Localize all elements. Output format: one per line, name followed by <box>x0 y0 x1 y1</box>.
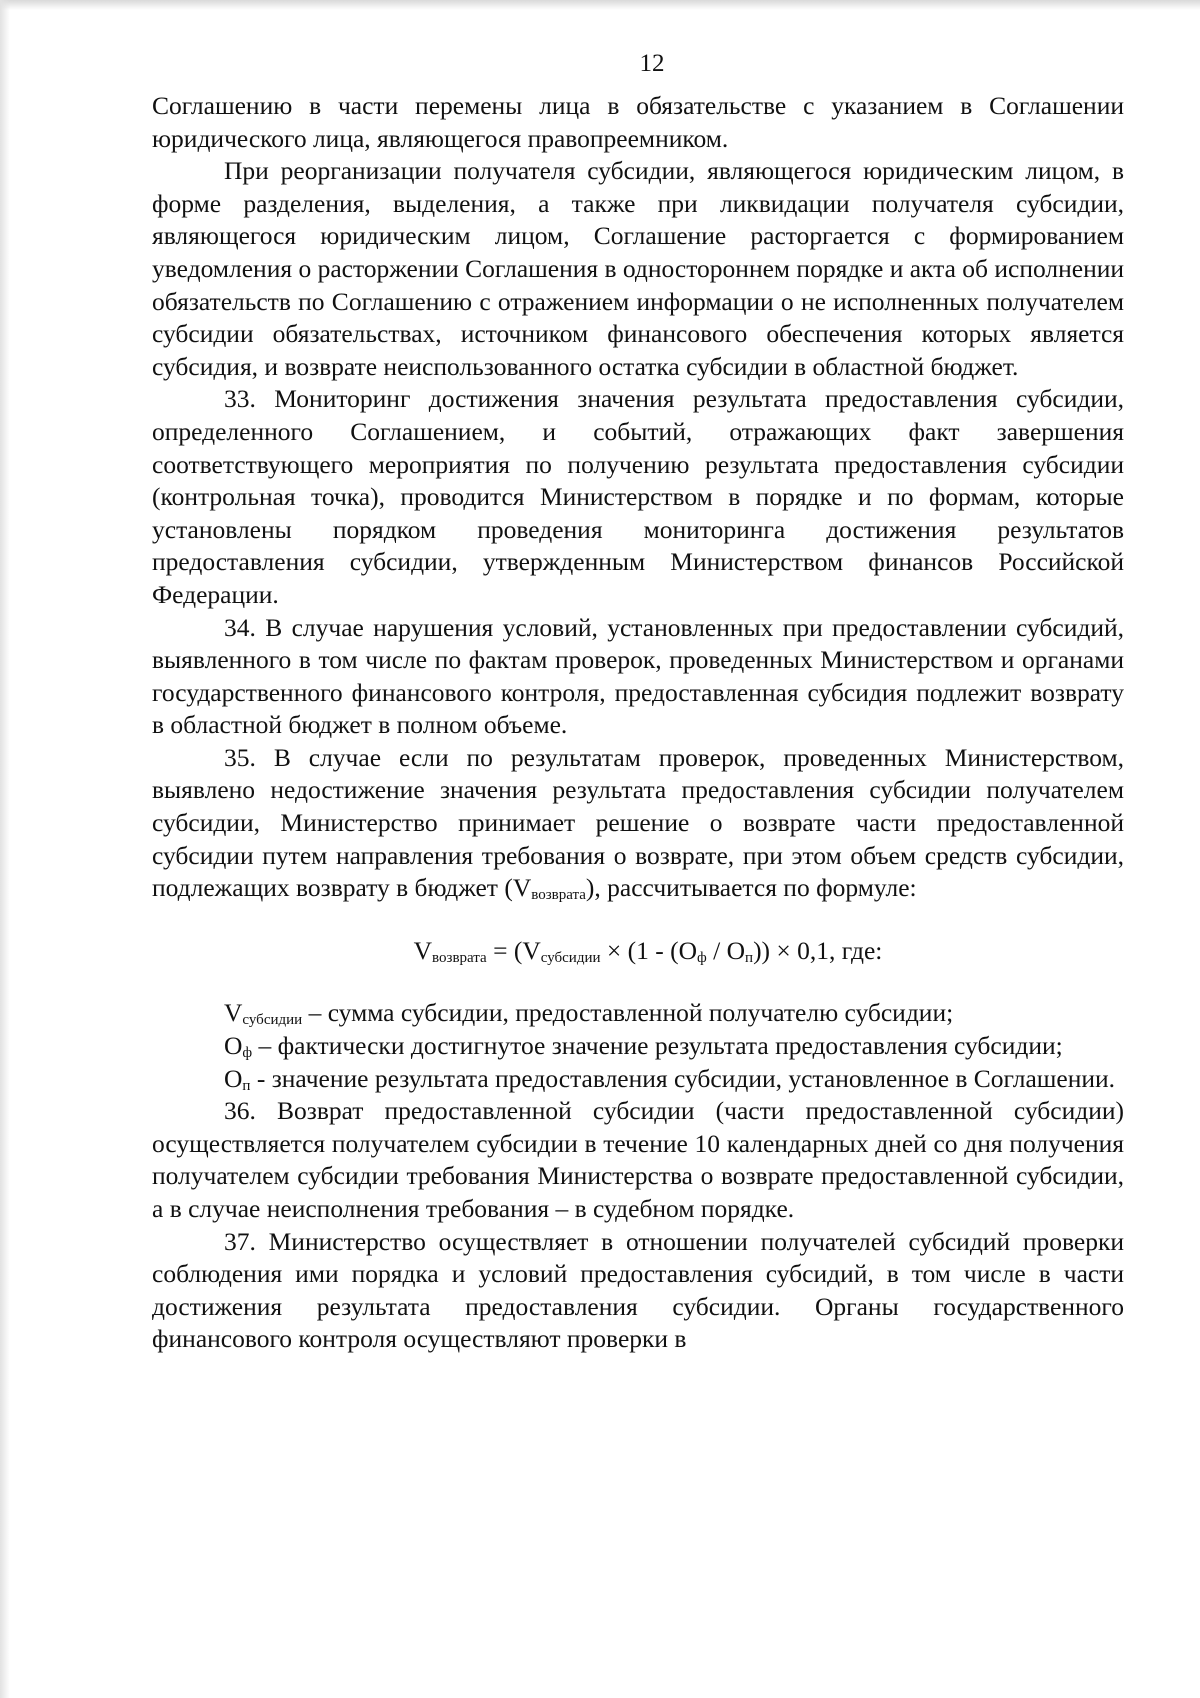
paragraph-35-text-after: ), рассчитывается по формуле: <box>585 873 917 903</box>
definition-text: - значение результата предоставления субсидии, установленное в Соглашении. <box>250 1063 1116 1093</box>
definition-subscript: ф <box>242 1045 253 1062</box>
formula-part5: )) × 0,1, где: <box>753 935 883 965</box>
paragraph-34: 34. В случае нарушения условий, установленных при предоставлении субсидий, выявленного в том числе по фактам проверок, проведенных Министерством и органами государственного финансового контроля, предоставленная субсидия подлежит возврату в областной бюджет в полном объеме. <box>152 612 1124 740</box>
scan-edge-left <box>0 0 10 1698</box>
definition-text: – сумма субсидии, предоставленной получателю субсидии; <box>302 998 954 1028</box>
formula-sub-p: п <box>745 949 754 966</box>
paragraph-35-subscript: возврата <box>531 887 586 904</box>
formula-sub-vozvrata: возврата <box>432 949 487 966</box>
paragraphs-top <box>152 90 1124 742</box>
definition-subscript: субсидии <box>242 1012 303 1029</box>
formula-part4: / О <box>706 935 746 965</box>
formula-part2: = (V <box>486 935 541 965</box>
definition-of <box>152 1030 1124 1063</box>
paragraph-37: 37. Министерство осуществляет в отношении получателей субсидий проверки соблюдения ими порядка и условий предоставления субсидий, в том числе в части достижения результата предоставления субсидии. Органы государственного финансового контроля осуществляют проверки в <box>152 1226 1124 1354</box>
return-formula <box>152 935 1124 968</box>
paragraph-reorganization: При реорганизации получателя субсидии, являющегося юридическим лицом, в форме разделения, выделения, а также при ликвидации получателя субсидии, являющегося юридическим лицом, Соглашение расторгается с формированием уведомления о расторжении Соглашения в одностороннем порядке и акта об исполнении обязательств по Соглашению с отражением информации о не исполненных получателем субсидии обязательствах, источником финансового обеспечения которых является субсидия, и возврате неиспользованного остатка субсидии в областной бюджет. <box>152 156 1125 381</box>
definition-subscript: п <box>242 1077 251 1094</box>
formula-sub-f: ф <box>697 949 707 966</box>
page-number: 12 <box>639 50 665 77</box>
document-page <box>152 44 1124 1356</box>
definition-symbol: О <box>224 1031 243 1061</box>
paragraph-35-text-before: 35. В случае если по результатам проверок, проведенных Министерством, выявлено недостижение значения результата предоставления субсидии получателем субсидии, Министерство принимает решение о возврате части предоставленной субсидии путем направления требования о возврате, при этом объем средств субсидии, подлежащих возврату в бюджет (V <box>152 742 1124 903</box>
formula-v: V <box>413 935 433 965</box>
definition-vsubsidii <box>152 997 1124 1030</box>
definition-op <box>152 1063 1124 1096</box>
paragraph-continuation: Соглашению в части перемены лица в обязательстве с указанием в Соглашении юридического лица, являющегося правопреемником. <box>152 91 1124 153</box>
paragraph-35 <box>152 742 1124 905</box>
paragraph-33: 33. Мониторинг достижения значения результата предоставления субсидии, определенного Соглашением, и событий, отражающих факт завершения соответствующего мероприятия по получению результата предоставления субсидии (контрольная точка), проводится Министерством в порядке и по формам, которые установлены порядком проведения мониторинга достижения результатов предоставления субсидии, утвержденным Министерством финансов Российской Федерации. <box>152 384 1124 609</box>
definition-symbol: V <box>224 998 243 1028</box>
scan-edge-top <box>0 0 1200 10</box>
definition-text: – фактически достигнутое значение результата предоставления субсидии; <box>252 1031 1063 1061</box>
formula-sub-subsidii: субсидии <box>540 949 601 966</box>
paragraph-36: 36. Возврат предоставленной субсидии (части предоставленной субсидии) осуществляется получателем субсидии в течение 10 календарных дней со дня получения получателем субсидии требования Министерства о возврате предоставленной субсидии, а в случае неисполнения требования – в судебном порядке. <box>152 1096 1124 1223</box>
definition-symbol: О <box>224 1063 243 1093</box>
formula-part3: × (1 - (О <box>600 935 698 965</box>
